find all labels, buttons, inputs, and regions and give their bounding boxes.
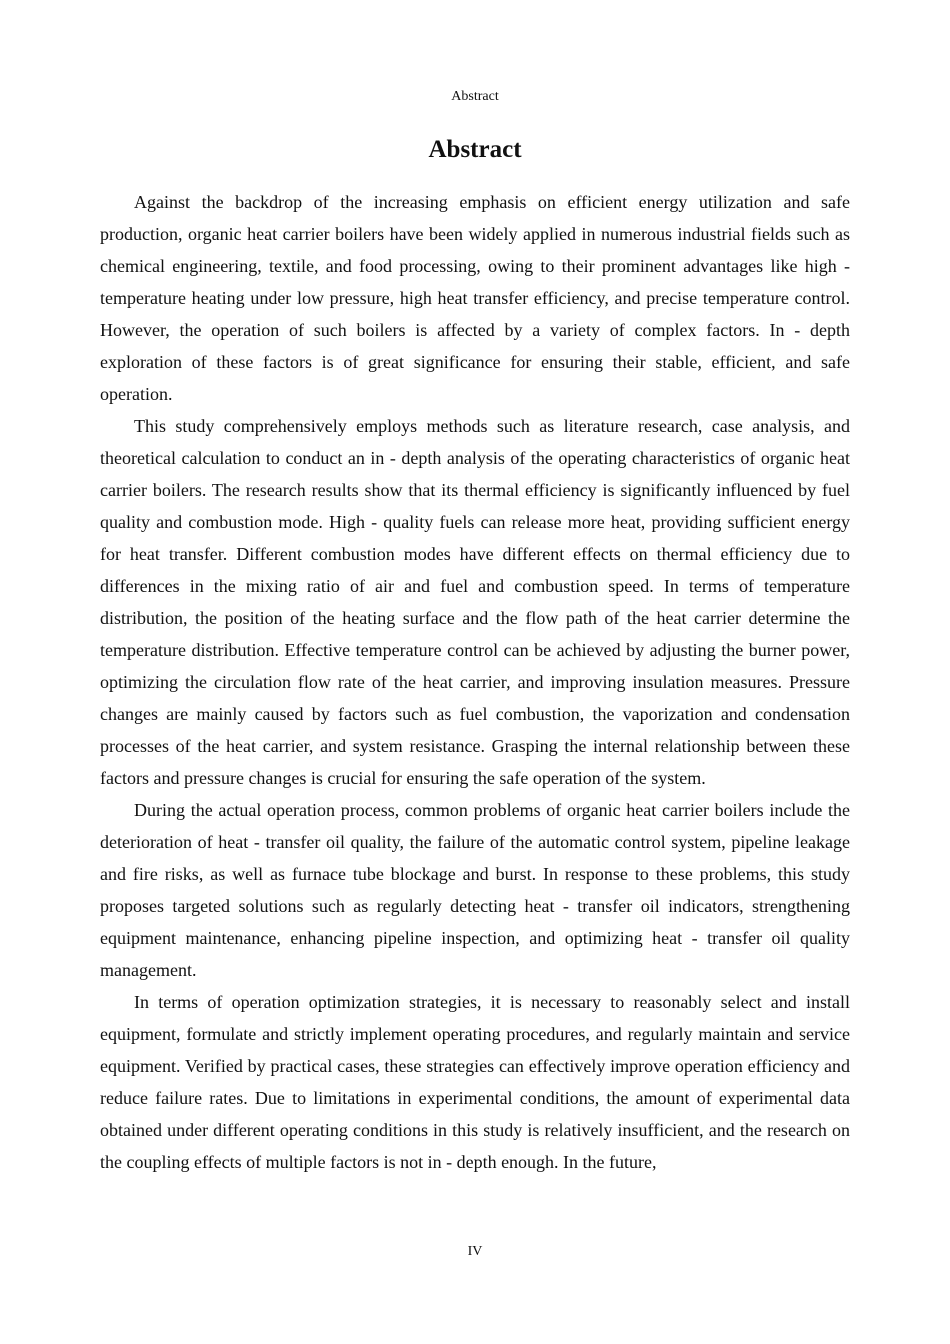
page-number: IV (467, 1244, 483, 1259)
abstract-body (100, 186, 850, 1178)
paragraph: In terms of operation optimization strategies, it is necessary to reasonably select and install equipment, formulate and strictly implement operating procedures, and regularly maintain and service equipment. Verified by practical cases, these strategies can effectively improve operation efficiency and reduce failure rates. Due to limitations in experimental conditions, the amount of experimental data obtained under different operating conditions in this study is relatively insufficient, and the research on the coupling effects of multiple factors is not in - depth enough. In the future, (100, 992, 850, 1172)
paragraph: During the actual operation process, common problems of organic heat carrier boilers include the deterioration of heat - transfer oil quality, the failure of the automatic control system, pipeline leakage and fire risks, as well as furnace tube blockage and burst. In response to these problems, this study proposes targeted solutions such as regularly detecting heat - transfer oil indicators, strengthening equipment maintenance, enhancing pipeline inspection, and optimizing heat - transfer oil quality management. (100, 800, 850, 980)
page-title: Abstract (428, 136, 522, 163)
paragraph: Against the backdrop of the increasing emphasis on efficient energy utilization and safe production, organic heat carrier boilers have been widely applied in numerous industrial fields such as chemical engineering, textile, and food processing, owing to their prominent advantages like high - temperature heating under low pressure, high heat transfer efficiency, and precise temperature control. However, the operation of such boilers is affected by a variety of complex factors. In - depth exploration of these factors is of great significance for ensuring their stable, efficient, and safe operation. (100, 192, 850, 404)
running-header: Abstract (451, 89, 499, 104)
paragraph: This study comprehensively employs methods such as literature research, case analysis, and theoretical calculation to conduct an in - depth analysis of the operating characteristics of organic heat carrier boilers. The research results show that its thermal efficiency is significantly influenced by fuel quality and combustion mode. High - quality fuels can release more heat, providing sufficient energy for heat transfer. Different combustion modes have different effects on thermal efficiency due to differences in the mixing ratio of air and fuel and combustion speed. In terms of temperature distribution, the position of the heating surface and the flow path of the heat carrier determine the temperature distribution. Effective temperature control can be achieved by adjusting the burner power, optimizing the circulation flow rate of the heat carrier, and improving insulation measures. Pressure changes are mainly caused by factors such as fuel combustion, the vaporization and condensation processes of the heat carrier, and system resistance. Grasping the internal relationship between these factors and pressure changes is crucial for ensuring the safe operation of the system. (100, 416, 850, 788)
